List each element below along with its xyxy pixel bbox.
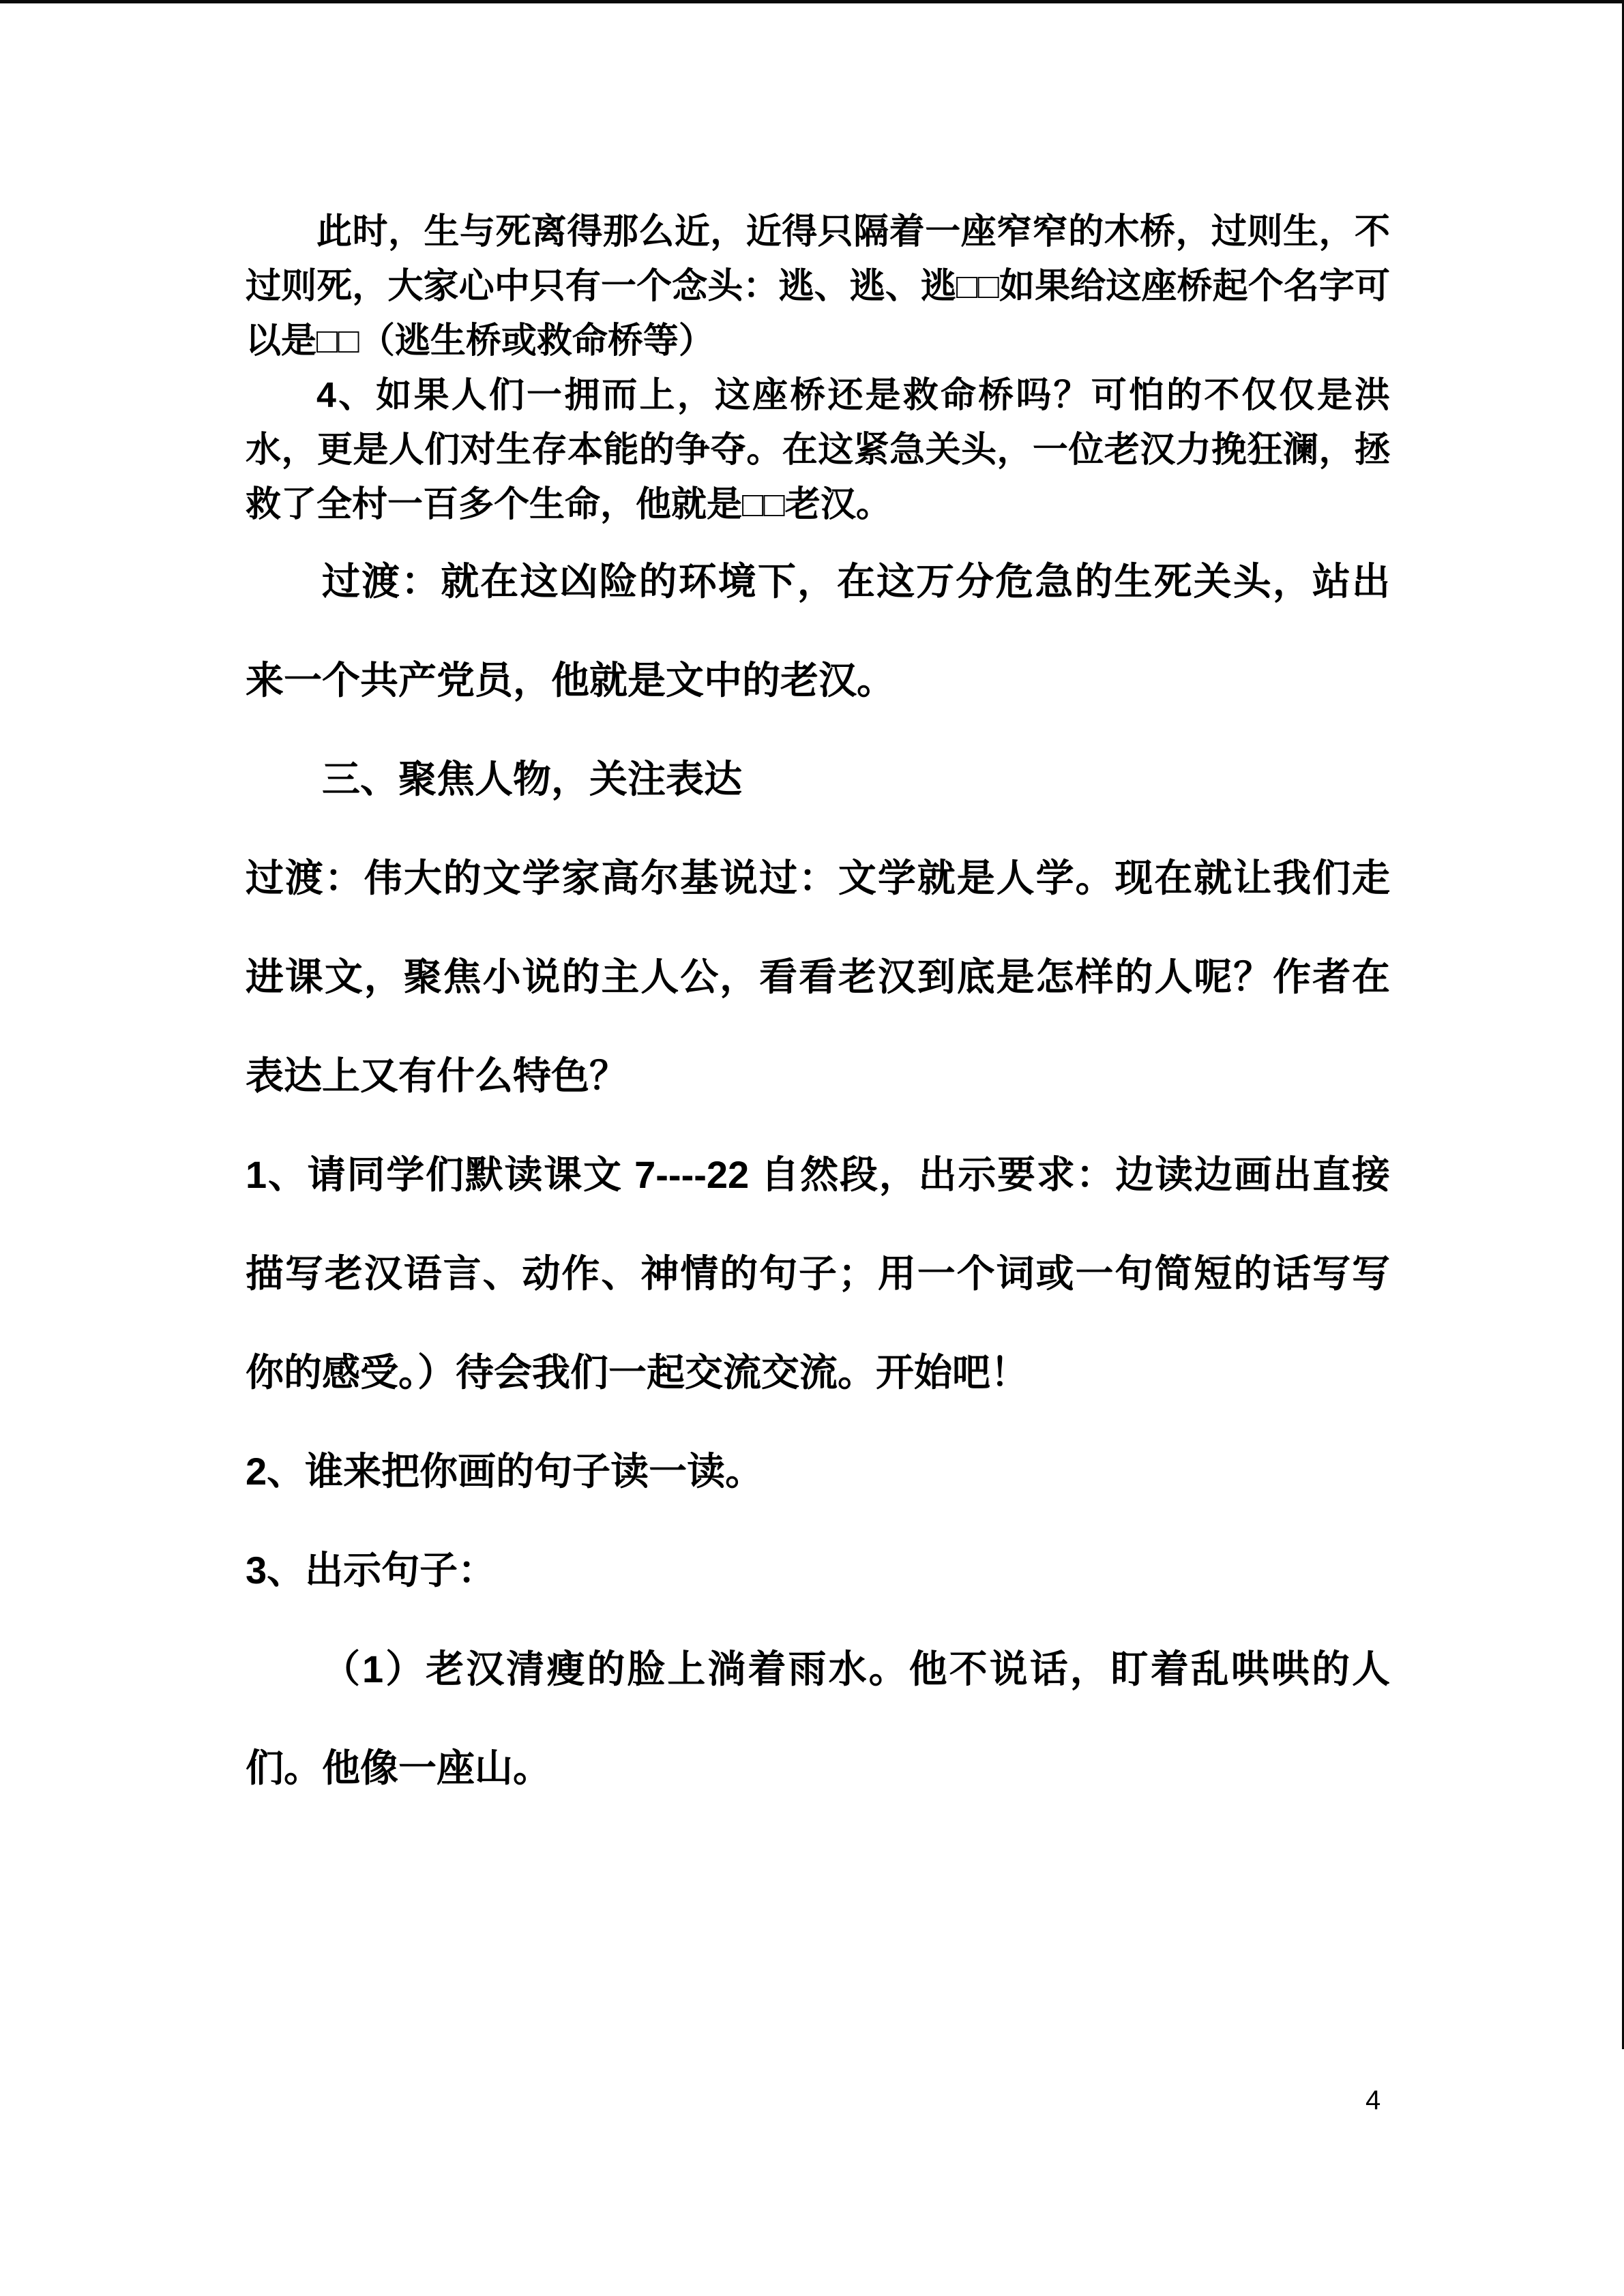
paragraph-step-3: 3、出示句子：	[246, 1549, 497, 1592]
paragraph-step-2: 2、谁来把你画的句子读一读。	[246, 1450, 764, 1493]
paragraph-intro-bridge: 此时，生与死离得那么近，近得只隔着一座窄窄的木桥，过则生，不过则死，大家心中只有一个念头：逃、逃、逃□□如果给这座桥起个名字可以是□□（逃生桥或救命桥等）	[246, 212, 1390, 361]
paragraph-sentence-1: （1）老汉清瘦的脸上淌着雨水。他不说话，盯着乱哄哄的人们。他像一座山。	[246, 1648, 1390, 1789]
document-body	[246, 0, 1390, 1817]
paragraph-step-1: 1、请同学们默读课文 7----22 自然段，出示要求：边读边画出直接描写老汉语言、动作、神情的句子；用一个词或一句简短的话写写你的感受。）待会我们一起交流交流。开始吧！	[246, 1153, 1390, 1394]
paragraph-transition-1: 过渡：就在这凶险的环境下，在这万分危急的生死关头，站出来一个共产党员，他就是文中的老汉。	[246, 560, 1390, 702]
paragraph-question-4: 4、如果人们一拥而上，这座桥还是救命桥吗？可怕的不仅仅是洪水，更是人们对生存本能的争夺。在这紧急关头，一位老汉力挽狂澜，拯救了全村一百多个生命，他就是□□老汉。	[246, 376, 1390, 524]
section-heading-3: 三、聚焦人物，关注表达	[322, 758, 742, 801]
paragraph-transition-2: 过渡：伟大的文学家高尔基说过：文学就是人学。现在就让我们走进课文，聚焦小说的主人公，看看老汉到底是怎样的人呢？作者在表达上又有什么特色？	[246, 856, 1390, 1097]
page-number: 4	[1365, 2085, 1381, 2115]
